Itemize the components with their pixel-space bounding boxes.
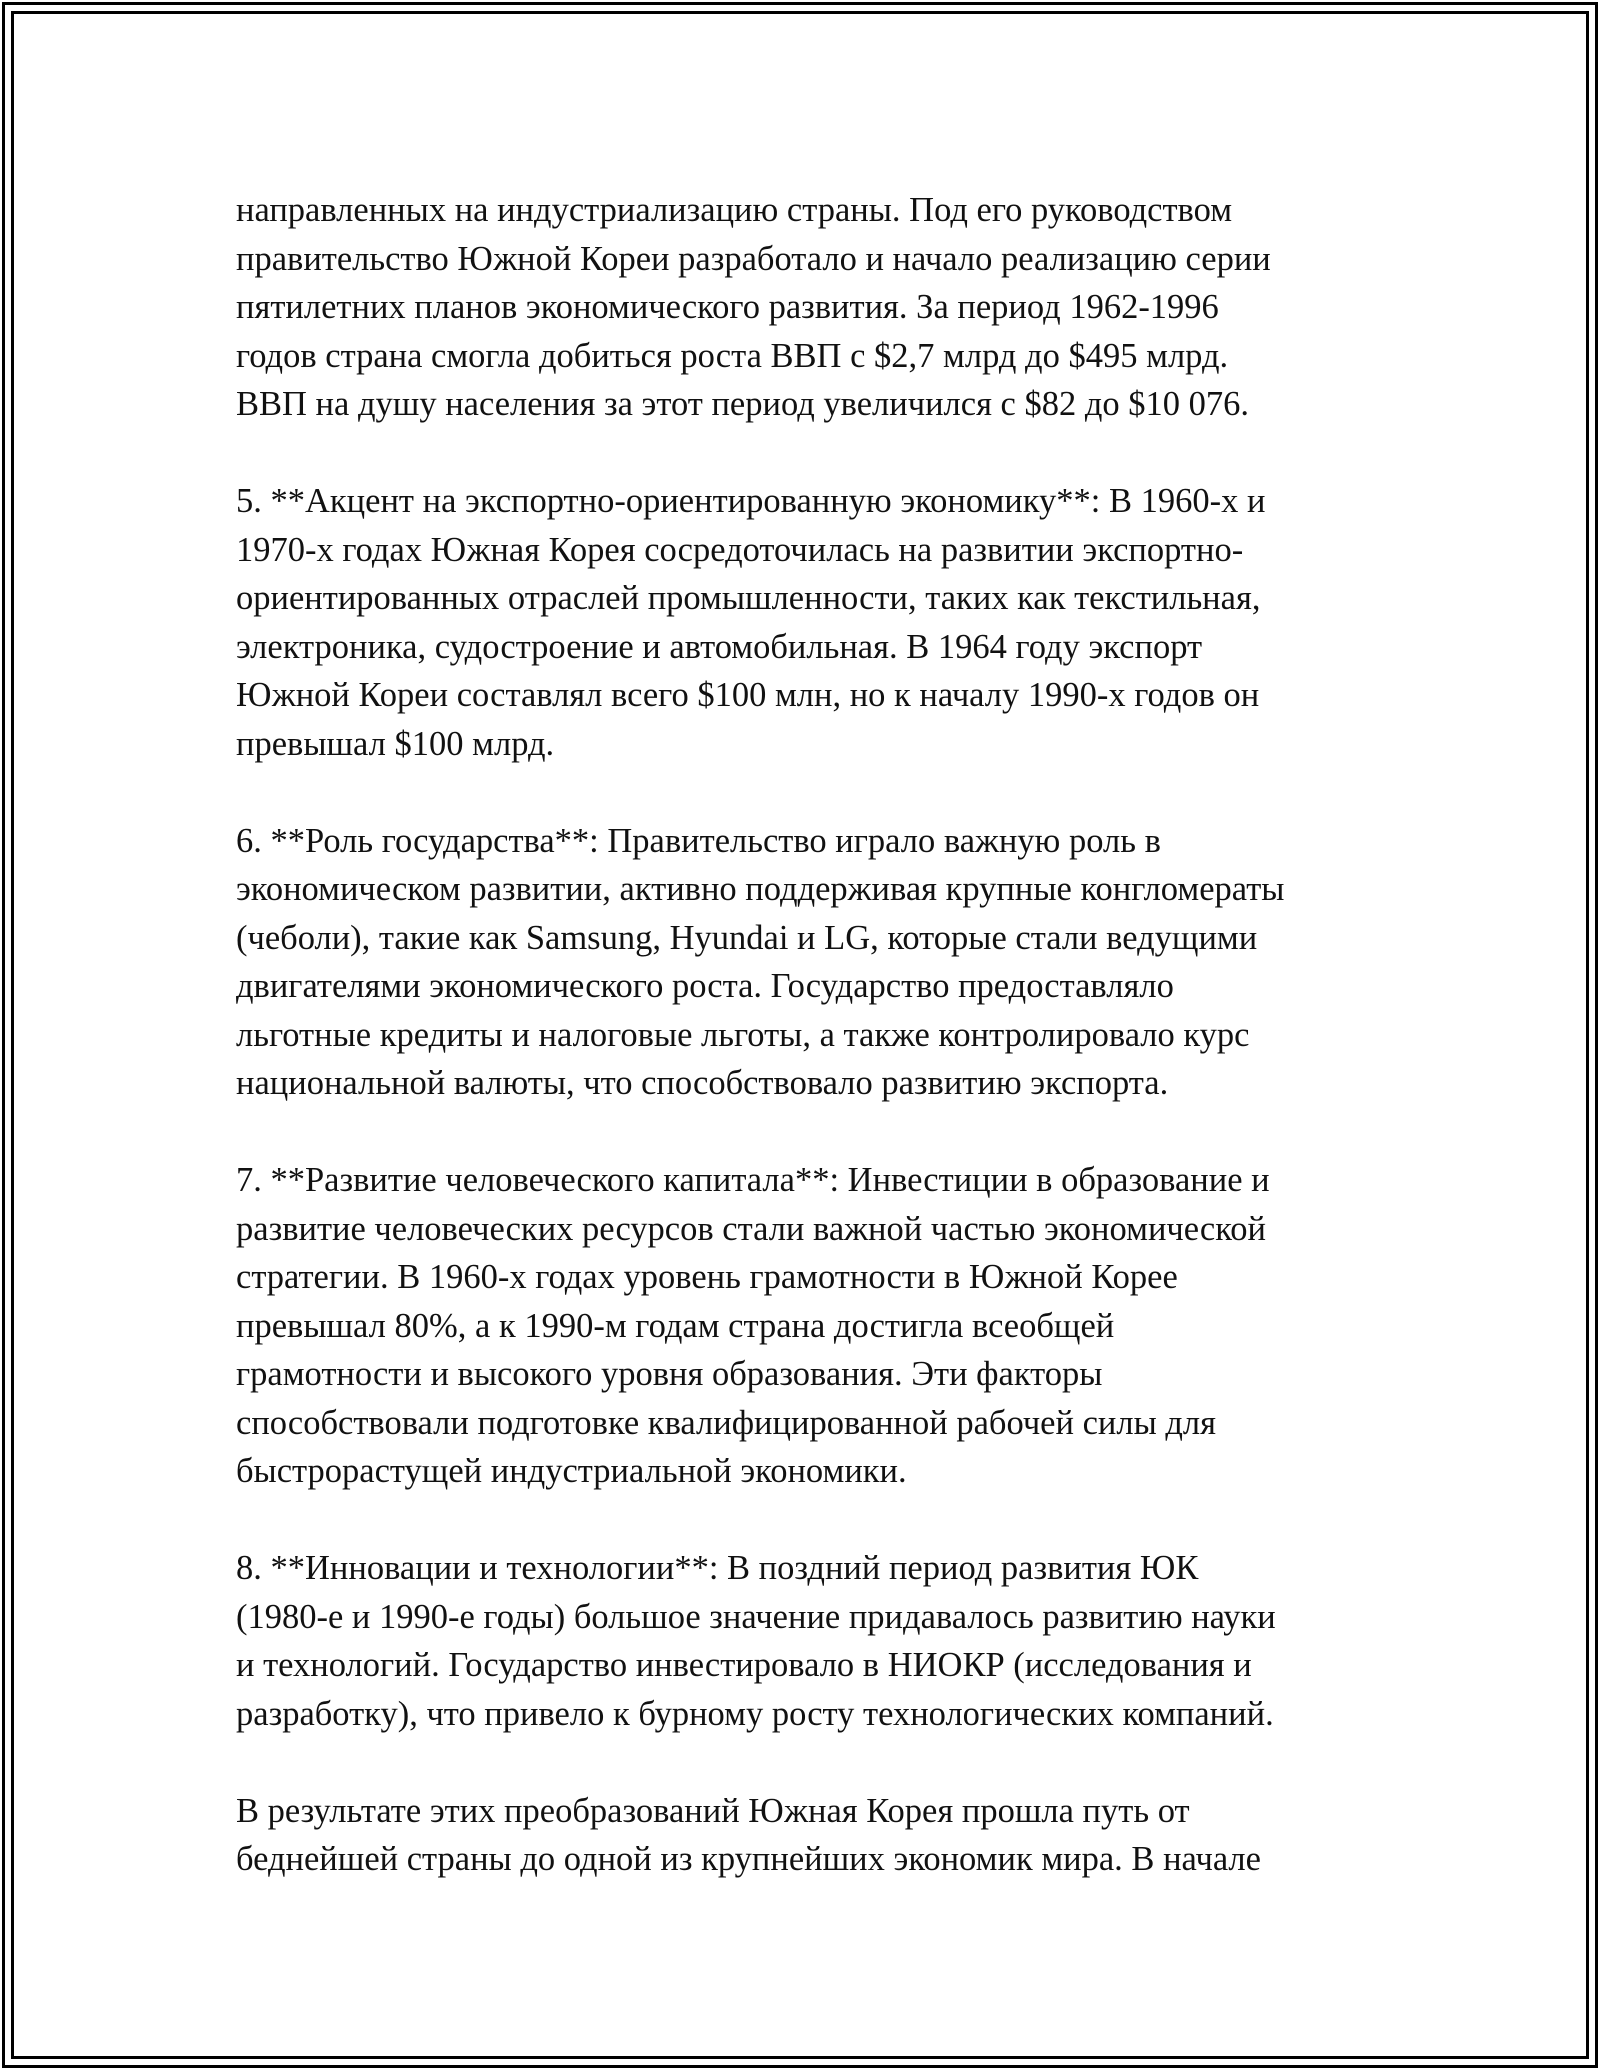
paragraph-gap — [236, 1496, 1376, 1545]
paragraph-innovation: 8. **Инновации и технологии**: В поздний период развития ЮК (1980-е и 1990-е годы) большое значение придавалось развитию науки и технологий. Государство инвестировало в НИОКР (исследования и разработку), что привело к бурному росту технологических компаний. — [236, 1549, 1276, 1733]
paragraph-gap — [236, 1738, 1376, 1787]
paragraph-industrialization: направленных на индустриализацию страны. Под его руководством правительство Южной Кореи разработало и начало реализацию серии пятилетних планов экономического развития. За период 1962-1996 годов страна смогла добиться роста ВВП с $2,7 млрд до $495 млрд. ВВП на душу населения за этот период увеличился с $82 до $10 076. — [236, 191, 1271, 423]
paragraph-export-economy: 5. **Акцент на экспортно-ориентированную экономику**: В 1960-х и 1970-х годах Южная Корея сосредоточилась на развитии экспортно- ориентированных отраслей промышленности, таких как текстильная, электроника, судостроение и автомобильная. В 1964 году экспорт Южной Кореи составлял всего $100 млн, но к началу 1990-х годов он превышал $100 млрд. — [236, 482, 1266, 763]
paragraph-gap — [236, 1108, 1376, 1157]
paragraph-conclusion: В результате этих преобразований Южная Корея прошла путь от беднейшей страны до одной из крупнейших экономик мира. В начале — [236, 1791, 1261, 1878]
paragraph-state-role: 6. **Роль государства**: Правительство играло важную роль в экономическом развитии, активно поддерживая крупные конгломераты (чеболи), такие как Samsung, Hyundai и LG, которые стали ведущими двигателями экономического роста. Государство предоставляло льготные кредиты и налоговые льготы, а также контролировало курс национальной валюты, что способствовало развитию экспорта. — [236, 821, 1285, 1102]
paragraph-human-capital: 7. **Развитие человеческого капитала**: Инвестиции в образование и развитие человеческих ресурсов стали важной частью экономической стратегии. В 1960-х годах уровень грамотности в Южной Корее превышал 80%, а к 1990-м годам страна достигла всеобщей грамотности и высокого уровня образования. Эти факторы способствовали подготовке квалифицированной рабочей силы для быстрорастущей индустриальной экономики. — [236, 1161, 1270, 1490]
paragraph-gap — [236, 429, 1376, 478]
paragraph-gap — [236, 768, 1376, 817]
document-body — [236, 186, 1376, 1884]
